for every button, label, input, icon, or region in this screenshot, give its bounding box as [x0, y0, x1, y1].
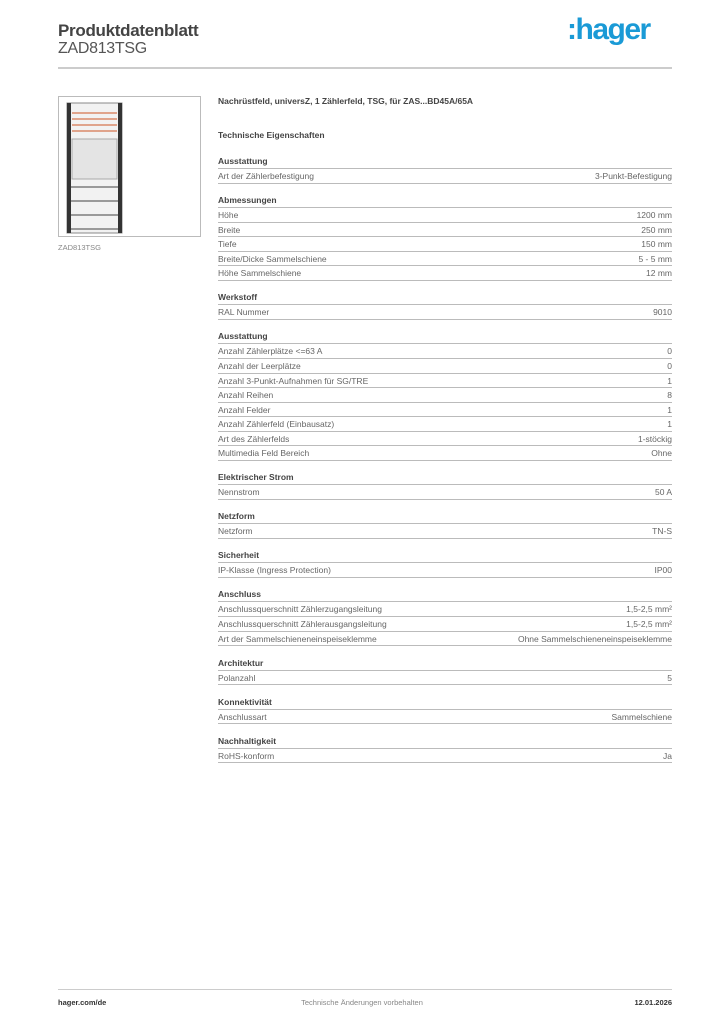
spec-value: TN-S [652, 526, 672, 537]
spec-section [218, 290, 672, 320]
spec-row [218, 208, 672, 223]
section-heading: Nachhaltigkeit [218, 734, 672, 749]
section-heading: Konnektivität [218, 695, 672, 710]
spec-section [218, 470, 672, 500]
spec-value: 12 mm [646, 268, 672, 279]
spec-value: 9010 [653, 307, 672, 318]
section-heading: Anschluss [218, 587, 672, 602]
spec-row [218, 749, 672, 764]
spec-label: Anzahl Zählerfeld (Einbausatz) [218, 419, 335, 430]
section-heading: Ausstattung [218, 329, 672, 344]
spec-row [218, 305, 672, 320]
spec-label: Anzahl 3-Punkt-Aufnahmen für SG/TRE [218, 375, 369, 386]
spec-label: Höhe Sammelschiene [218, 268, 302, 279]
spec-row [218, 237, 672, 252]
spec-label: Polanzahl [218, 672, 256, 683]
footer-divider [58, 989, 672, 990]
spec-value: Ja [663, 750, 672, 761]
spec-row [218, 266, 672, 281]
spec-value: 150 mm [641, 239, 672, 250]
spec-label: Anschlussquerschnitt Zählerausgangsleitung [218, 619, 387, 630]
spec-label: Anzahl Reihen [218, 390, 274, 401]
spec-row [218, 602, 672, 617]
section-heading: Ausstattung [218, 154, 672, 169]
spec-value: 1-stöckig [637, 433, 672, 444]
spec-row [218, 359, 672, 374]
spec-row [218, 632, 672, 647]
spec-value: 1 [667, 419, 672, 430]
spec-label: Breite/Dicke Sammelschiene [218, 253, 327, 264]
spec-row [218, 524, 672, 539]
spec-row [218, 432, 672, 447]
section-heading: Elektrischer Strom [218, 470, 672, 485]
spec-value: 0 [667, 346, 672, 357]
spec-value: 1200 mm [636, 209, 672, 220]
spec-label: Anschlussquerschnitt Zählerzugangsleitung [218, 604, 382, 615]
spec-label: Art der Zählerbefestigung [218, 171, 314, 181]
spec-value: Sammelschiene [611, 711, 672, 722]
spec-value: 1 [667, 375, 672, 386]
product-image [58, 96, 201, 237]
spec-row [218, 344, 672, 359]
spec-value: 1,5-2,5 mm² [626, 619, 672, 630]
spec-label: Anzahl Felder [218, 404, 271, 415]
spec-label: Art des Zählerfelds [218, 433, 290, 444]
spec-section [218, 587, 672, 646]
spec-label: Anschlussart [218, 711, 267, 722]
spec-value: 50 A [654, 487, 672, 498]
header-divider [58, 67, 672, 69]
spec-label: Art der Sammelschieneneinspeiseklemme [218, 633, 377, 644]
product-description: Nachrüstfeld, universZ, 1 Zählerfeld, TSG, für ZAS...BD45A/65A [218, 96, 474, 106]
footer-website: hager.com/de [58, 998, 107, 1007]
spec-value: 1,5-2,5 mm² [626, 604, 672, 615]
spec-section [218, 734, 672, 764]
spec-label: Breite [218, 224, 241, 235]
spec-section [218, 154, 672, 184]
spec-row [218, 671, 672, 686]
tech-heading: Technische Eigenschaften [218, 130, 325, 140]
spec-row [218, 485, 672, 500]
spec-row [218, 563, 672, 578]
spec-section [218, 548, 672, 578]
spec-value: 5 - 5 mm [638, 253, 672, 264]
spec-row [218, 617, 672, 632]
spec-row [218, 388, 672, 403]
section-heading: Werkstoff [218, 290, 672, 305]
spec-section [218, 509, 672, 539]
footer-date: 12.01.2026 [634, 998, 672, 1007]
spec-value: 250 mm [641, 224, 672, 235]
spec-value: 1 [667, 404, 672, 415]
spec-value: 8 [667, 390, 672, 401]
spec-label: Netzform [218, 526, 253, 537]
footer-notice: Technische Änderungen vorbehalten [301, 998, 423, 1007]
spec-label: Anzahl Zählerplätze <=63 A [218, 346, 323, 357]
spec-label: IP-Klasse (Ingress Protection) [218, 565, 331, 576]
spec-label: RoHS-konform [218, 750, 275, 761]
page-title: Produktdatenblatt [58, 21, 199, 40]
spec-row [218, 417, 672, 432]
spec-value: 3-Punkt-Befestigung [594, 171, 672, 181]
spec-row [218, 223, 672, 238]
spec-section [218, 329, 672, 461]
spec-row [218, 403, 672, 418]
spec-label: RAL Nummer [218, 307, 270, 318]
spec-row [218, 374, 672, 389]
meter-panel-illustration [59, 97, 200, 236]
section-heading: Sicherheit [218, 548, 672, 563]
section-heading: Abmessungen [218, 193, 672, 208]
spec-section [218, 193, 672, 281]
spec-value: 0 [667, 360, 672, 371]
image-caption: ZAD813TSG [58, 243, 101, 252]
spec-label: Multimedia Feld Bereich [218, 448, 310, 459]
spec-value: IP00 [654, 565, 672, 576]
product-code: ZAD813TSG [58, 40, 147, 57]
spec-row [218, 710, 672, 725]
spec-section [218, 695, 672, 725]
section-heading: Architektur [218, 656, 672, 671]
spec-value: Ohne Sammelschieneneinspeiseklemme [517, 633, 672, 644]
spec-label: Anzahl der Leerplätze [218, 360, 301, 371]
specs-table [218, 154, 672, 773]
spec-section [218, 656, 672, 686]
spec-label: Nennstrom [218, 487, 260, 498]
section-heading: Netzform [218, 509, 672, 524]
spec-label: Höhe [218, 209, 239, 220]
spec-row [218, 252, 672, 267]
spec-row [218, 446, 672, 461]
spec-label: Tiefe [218, 239, 237, 250]
spec-value: 5 [667, 672, 672, 683]
spec-value: Ohne [651, 448, 672, 459]
spec-row [218, 169, 672, 184]
hager-logo: :hager [567, 13, 650, 46]
